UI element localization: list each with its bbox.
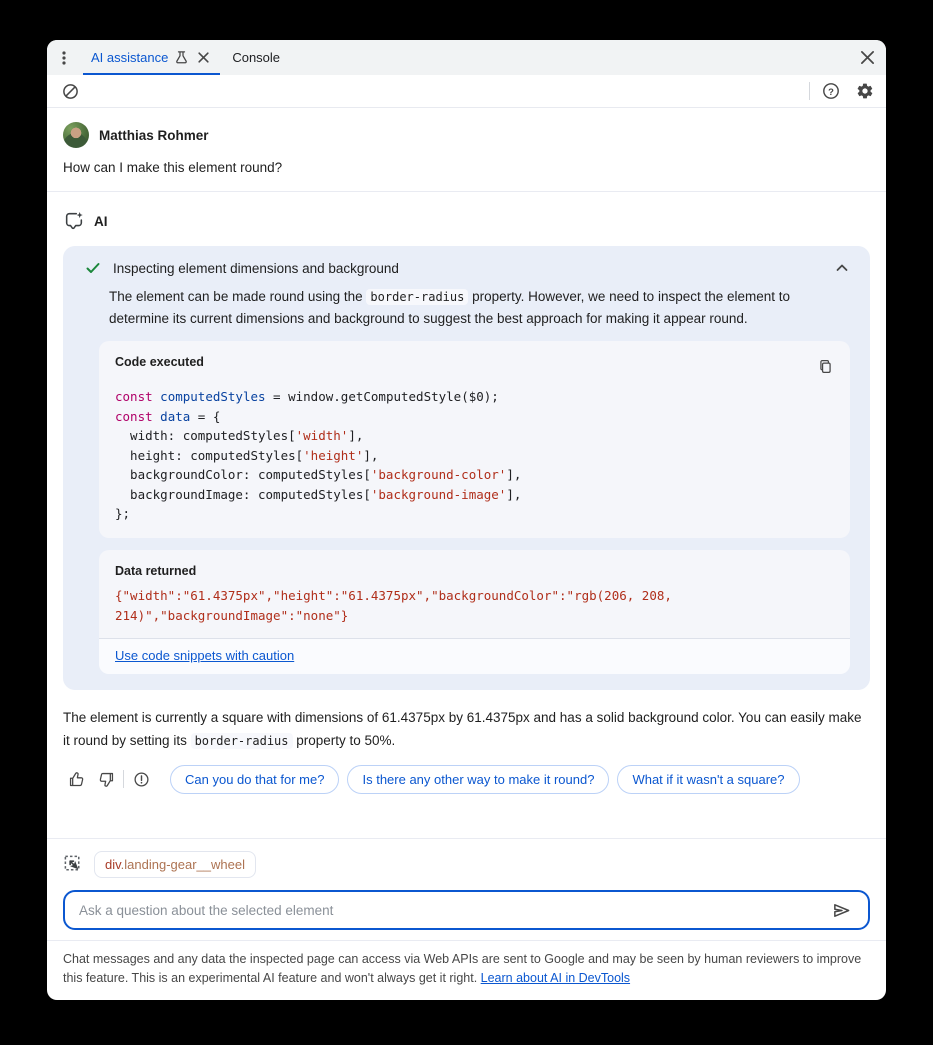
data-returned-body: {"width":"61.4375px","height":"61.4375px","backgroundColor":"rgb(206, 208, 214)","backgroundImage":"none"}: [115, 587, 672, 623]
thumbs-down-icon[interactable]: [93, 766, 119, 792]
tab-bar: [47, 40, 886, 75]
ai-step-panel: [63, 246, 870, 690]
tab-ai-assistance-label: AI assistance: [91, 50, 169, 65]
suggestion-chip-1[interactable]: Can you do that for me?: [170, 765, 339, 794]
user-name: Matthias Rohmer: [99, 127, 209, 143]
selected-element-row: [63, 851, 870, 878]
send-icon[interactable]: [826, 895, 856, 925]
feedback-icons: [63, 766, 154, 792]
ai-answer: [63, 706, 870, 753]
thumbs-up-icon[interactable]: [63, 766, 89, 792]
learn-about-ai-link[interactable]: Learn about AI in DevTools: [480, 971, 631, 985]
suggestion-chip-2[interactable]: Is there any other way to make it round?: [347, 765, 609, 794]
step-explanation-text: The element can be made round using the: [109, 289, 367, 304]
prompt-input[interactable]: [79, 903, 826, 918]
message-separator: [47, 191, 886, 192]
ai-answer-text-2: property to 50%.: [292, 732, 396, 748]
experiment-flask-icon: [174, 50, 189, 65]
caution-footer: [99, 638, 850, 674]
step-title: Inspecting element dimensions and background: [113, 260, 399, 276]
report-icon[interactable]: [128, 766, 154, 792]
disclaimer-text: Chat messages and any data the inspected page can access via Web APIs are sent to Google and may be seen by human reviewers to improve this feature. This is an experimental AI feature and won't always get it right.: [63, 952, 862, 985]
copy-code-icon[interactable]: [812, 353, 838, 379]
code-executed-body: const computedStyles = window.getComputedStyle($0); const data = { width: computedStyles['width'], height: computedStyles['height'], backgroundColor: computedStyles['background-color'], backgroundImage: computedStyles['background-image'], };: [115, 389, 522, 521]
step-header[interactable]: [85, 260, 850, 276]
code-executed-card: [99, 341, 850, 538]
composer: [47, 838, 886, 1000]
tabbar-spacer: [290, 40, 848, 75]
step-explanation-text-2: property. However, we need to inspect the element to determine its current dimensions and background to suggest the best approach for making it appear round.: [109, 289, 791, 326]
selected-element-chip[interactable]: [94, 851, 256, 878]
clear-chat-icon[interactable]: [57, 78, 83, 104]
more-tools-menu-icon[interactable]: [47, 40, 81, 75]
tab-console-label: Console: [232, 50, 281, 65]
devtools-ai-assistance-window: [47, 40, 886, 1000]
chevron-up-icon[interactable]: [834, 260, 850, 276]
tab-ai-assistance[interactable]: [81, 40, 222, 75]
code-executed-title: Code executed: [115, 355, 204, 369]
user-avatar: [63, 122, 89, 148]
help-icon[interactable]: [818, 78, 844, 104]
answer-actions-row: [63, 765, 870, 794]
inline-code-chip: border-radius: [366, 289, 468, 305]
toolbar-divider: [809, 82, 810, 100]
inline-code-chip-2: border-radius: [191, 733, 293, 749]
ai-message-header: [63, 210, 870, 232]
tab-console[interactable]: [222, 40, 290, 75]
data-returned-title: Data returned: [115, 563, 197, 578]
prompt-input-container: [63, 890, 870, 930]
feedback-divider: [123, 770, 124, 788]
tab-close-icon[interactable]: [195, 49, 212, 66]
settings-gear-icon[interactable]: [852, 78, 878, 104]
toolbar: [47, 75, 886, 108]
svg-text:?: ?: [828, 86, 834, 98]
ai-label: AI: [94, 213, 108, 229]
user-message-header: [63, 122, 870, 148]
disclaimer: [47, 940, 886, 1000]
chat-area: [47, 108, 886, 838]
data-returned-header: [99, 550, 850, 578]
step-explanation: [109, 286, 850, 329]
data-returned-card: [99, 550, 850, 674]
selector-classes: .landing-gear__wheel: [120, 857, 245, 872]
close-panel-icon[interactable]: [848, 40, 886, 75]
code-caution-link[interactable]: Use code snippets with caution: [115, 647, 295, 663]
ai-sparkle-bubble-icon: [63, 210, 85, 232]
selector-tag: div: [105, 857, 121, 872]
inspect-element-icon[interactable]: [63, 854, 84, 875]
success-check-icon: [85, 260, 101, 276]
code-executed-header: [99, 341, 850, 379]
user-question: How can I make this element round?: [63, 160, 283, 175]
suggestion-chip-3[interactable]: What if it wasn't a square?: [617, 765, 799, 794]
ai-answer-text: The element is currently a square with dimensions of 61.4375px by 61.4375px and has a solid background color. You can easily make it round by setting its: [63, 709, 862, 748]
